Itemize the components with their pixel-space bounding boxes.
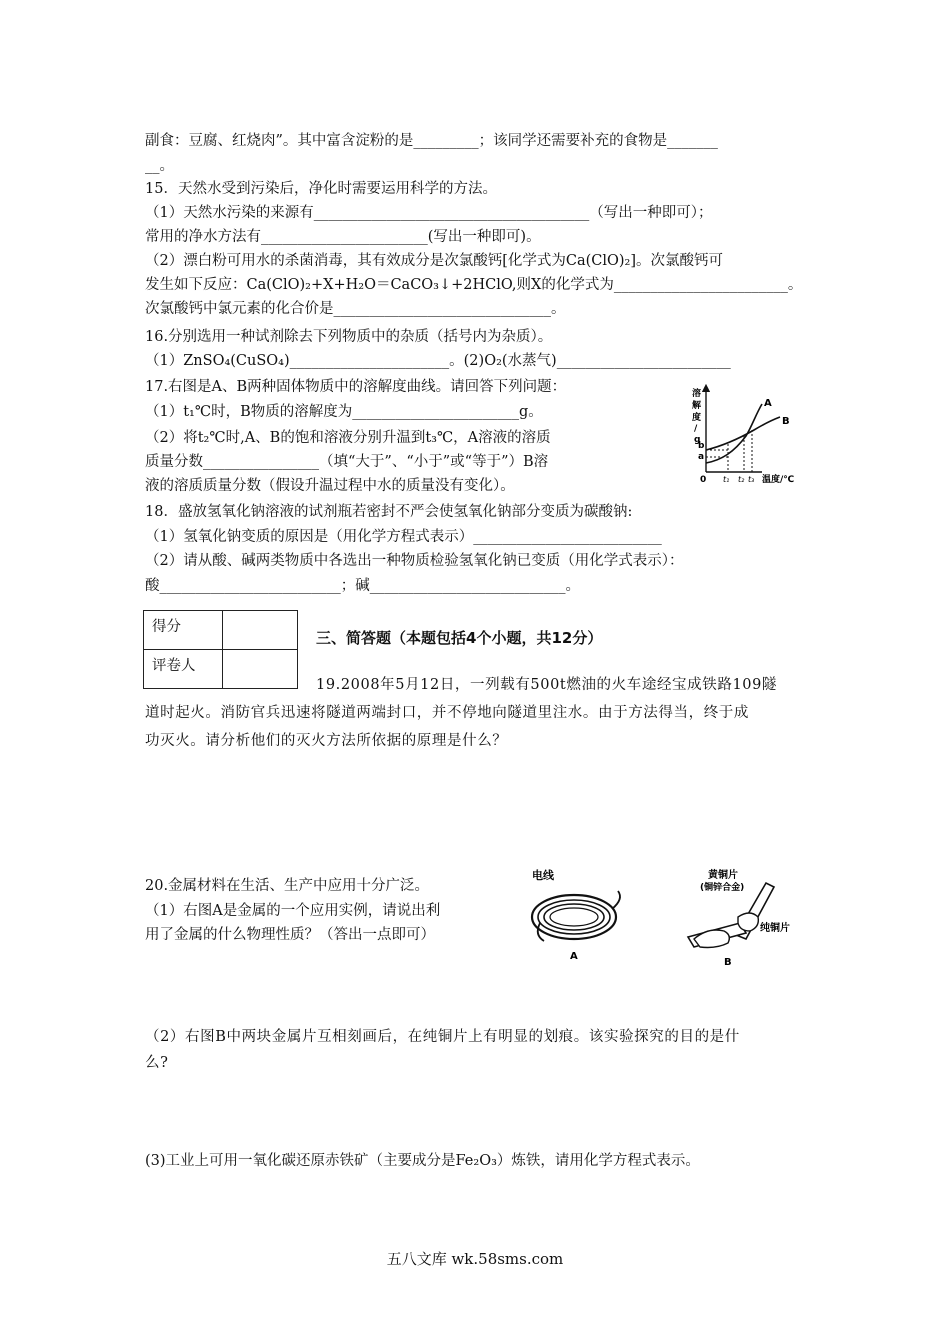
curve-a-label: A <box>764 398 772 409</box>
question-15-2a: （2）漂白粉可用水的杀菌消毒，其有效成分是次氯酸钙[化学式为Ca(ClO)₂]。次氯酸钙可 <box>145 253 724 269</box>
question-17: 17.右图是A、B两种固体物质中的溶解度曲线。请回答下列问题： <box>145 379 567 395</box>
question-15-2c: 次氯酸钙中氯元素的化合价是______________________________。 <box>145 301 566 317</box>
section-title: 三、简答题（本题包括4个小题，共12分） <box>316 629 603 647</box>
ylabel-char-2: 度 <box>692 413 702 423</box>
question-20-1b: 用了金属的什么物理性质？（答出一点即可） <box>145 927 435 943</box>
question-18-2a: （2）请从酸、碱两类物质中各选出一种物质检验氢氧化钠已变质（用化学式表示）： <box>145 553 684 569</box>
question-20-1a: （1）右图A是金属的一个应用实例，请说出利 <box>145 903 441 919</box>
figure-b-label-top: 黄铜片 <box>708 870 738 881</box>
question-18-1: （1）氢氧化钠变质的原因是（用化学方程式表示）__________________________ <box>145 529 662 545</box>
question-20: 20.金属材料在生活、生产中应用十分广泛。 <box>145 878 430 894</box>
figure-b-scratch <box>680 865 810 974</box>
footer-watermark: 五八文库 wk.58sms.com <box>386 1250 564 1268</box>
score-label: 得分 <box>144 611 223 650</box>
question-19b: 道时起火。消防官兵迅速将隧道两端封口，并不停地向隧道里注水。由于方法得当，终于成 <box>145 705 749 721</box>
text-line-food: 副食：豆腐、红烧肉”。其中富含淀粉的是_________；该同学还需要补充的食物是_______ <box>145 133 718 149</box>
text-line-food-cont: __。 <box>145 158 174 174</box>
grader-cell <box>223 650 298 689</box>
question-19c: 功灭火。请分析他们的灭火方法所依据的原理是什么？ <box>145 733 508 749</box>
question-16: 16.分别选用一种试剂除去下列物质中的杂质（括号内为杂质）。 <box>145 329 553 345</box>
tick-b: b <box>698 441 705 451</box>
question-17-1: （1）t₁℃时，B物质的溶解度为_______________________g。 <box>145 404 543 420</box>
hand-icon <box>694 930 729 948</box>
question-15-1b: 常用的净水方法有_______________________(写出一种即可)。 <box>145 229 541 245</box>
figure-a-wire <box>520 865 635 969</box>
question-15-2b: 发生如下反应：Ca(ClO)₂+X+H₂O＝CaCO₃↓+2HClO,则X的化学式为________________________。 <box>145 277 803 293</box>
figure-a-label: A <box>570 951 578 962</box>
figure-b-label-right: 纯铜片 <box>760 923 790 934</box>
question-20-2b: 么? <box>145 1055 169 1071</box>
score-table <box>143 610 298 689</box>
figure-b-label: B <box>724 957 732 968</box>
ylabel-char-3: / <box>694 424 698 434</box>
question-18-2b: 酸_________________________；碱___________________________。 <box>145 578 580 594</box>
t3-label: t₃ <box>748 475 755 484</box>
question-20-2a: （2）右图B中两块金属片互相刻画后，在纯铜片上有明显的划痕。该实验探究的目的是什 <box>145 1029 740 1045</box>
figure-b-label-top2: (铜锌合金) <box>700 883 745 893</box>
figure-a-title: 电线 <box>532 869 554 882</box>
question-17-2b: 质量分数________________（填“大于”、“小于”或“等于”）B溶 <box>145 454 549 470</box>
question-19a: 19.2008年5月12日，一列载有500t燃油的火车途经宝成铁路109隧 <box>316 677 778 693</box>
curve-b-label: B <box>782 416 790 427</box>
question-17-2c: 液的溶质质量分数（假设升温过程中水的质量没有变化）。 <box>145 478 515 494</box>
t2-label: t₂ <box>738 475 745 484</box>
score-cell <box>223 611 298 650</box>
tick-a: a <box>698 452 705 462</box>
question-20-3: (3)工业上可用一氧化碳还原赤铁矿（主要成分是Fe₂O₃）炼铁，请用化学方程式表示。 <box>145 1153 700 1169</box>
question-16-1: （1）ZnSO₄(CuSO₄)______________________。(2)O₂(水蒸气)________________________ <box>145 353 731 369</box>
curve-b <box>706 417 780 450</box>
question-18: 18．盛放氢氧化钠溶液的试剂瓶若密封不严会使氢氧化钠部分变质为碳酸钠: <box>145 504 633 520</box>
ylabel-char-0: 溶 <box>692 389 702 399</box>
ylabel-char-4: g <box>694 435 701 445</box>
question-15-1a: （1）天然水污染的来源有______________________________________（写出一种即可）； <box>145 205 713 221</box>
grader-label: 评卷人 <box>144 650 223 689</box>
question-17-2a: （2）将t₂℃时,A、B的饱和溶液分别升温到t₃℃，A溶液的溶质 <box>145 430 551 446</box>
solubility-curve-figure <box>692 384 807 488</box>
xlabel: 温度/℃ <box>762 475 795 484</box>
ylabel-char-1: 解 <box>692 401 702 411</box>
origin-label: 0 <box>700 475 707 484</box>
question-15: 15．天然水受到污染后，净化时需要运用科学的方法。 <box>145 181 497 197</box>
t1-label: t₁ <box>723 475 730 484</box>
curve-a <box>706 404 762 463</box>
